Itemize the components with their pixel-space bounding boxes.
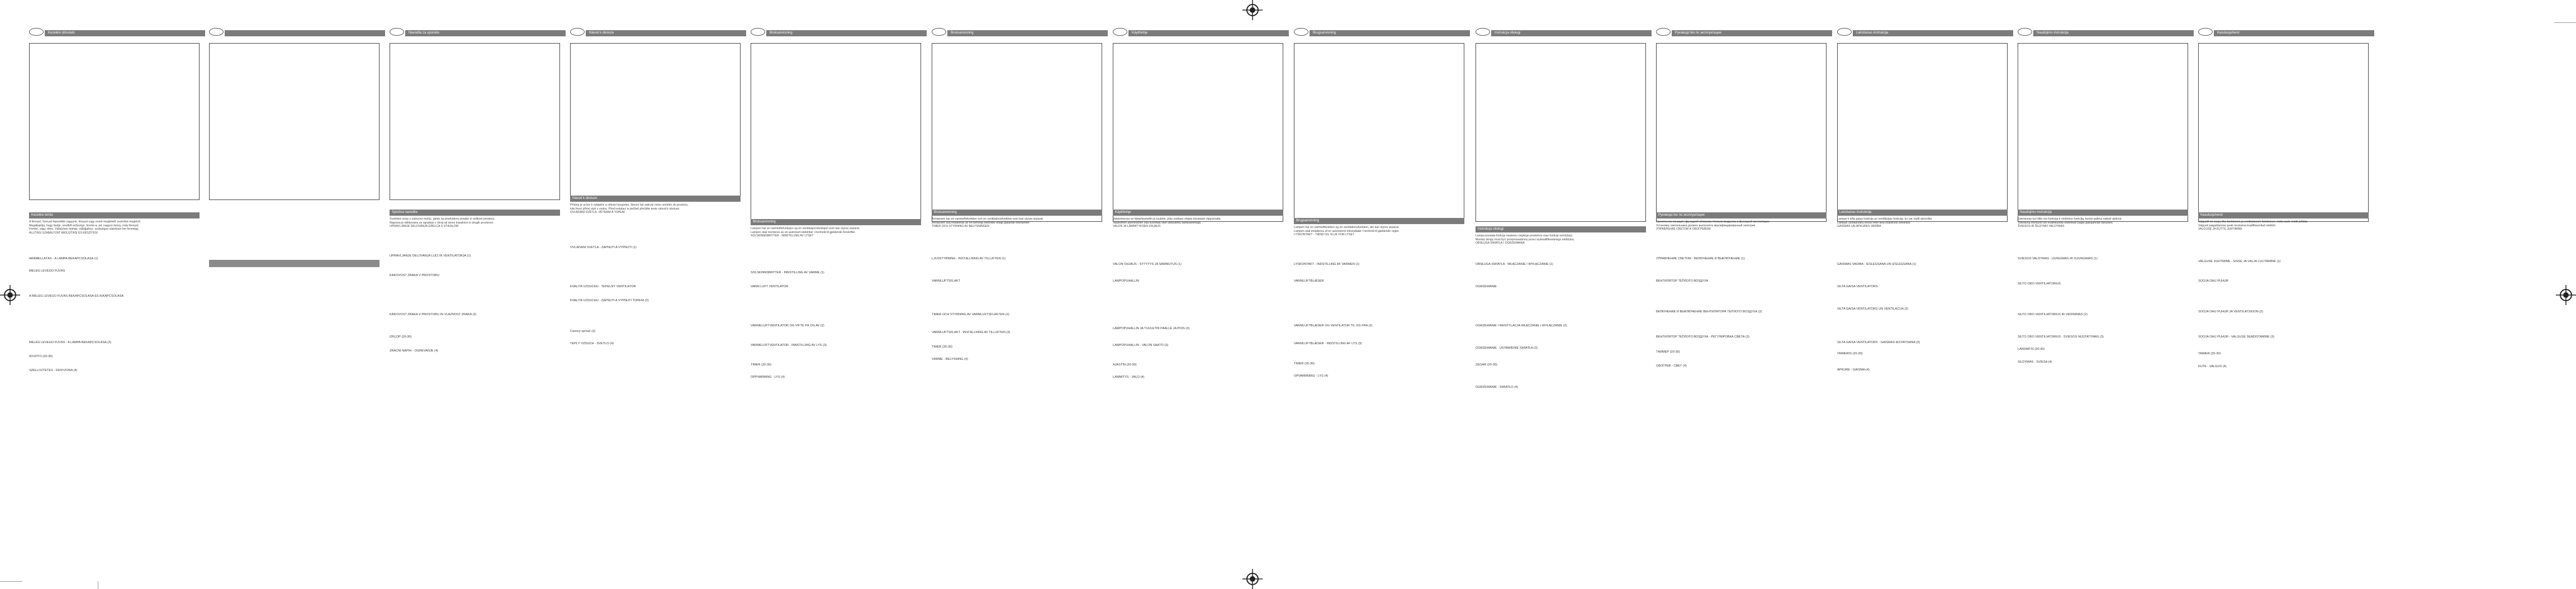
instruction-heading: KVALITA VZDUCHU - ZAPNUTÍ A VYPNUTÍ TOPENÍ (2) xyxy=(570,299,649,302)
instruction-heading: SILTA GAISA VENTILATORS UN VENTILĀCIJA (2) xyxy=(1837,307,1909,311)
language-oval-icon xyxy=(1294,28,1308,36)
instruction-heading: ŠILTO ORO VENTILIATORIUS - ŠVIESOS NUSTATYMAS (3) xyxy=(2018,335,2104,339)
panel-title: Navodila za uporabo xyxy=(409,31,440,35)
instruction-heading: LYSKONTAKT - INDSTILLING AF VARMEN (1) xyxy=(1294,263,1360,266)
panel-title: Käyttöohje xyxy=(1132,31,1148,35)
registration-crosshair-icon xyxy=(1242,0,1263,20)
registration-crosshair-icon xyxy=(0,285,20,305)
instruction-heading: ОБОГРЕВ - СВЕТ (4) xyxy=(1656,364,1687,368)
language-oval-icon xyxy=(1113,28,1127,36)
instruction-heading: TAIMERIS (20-30) xyxy=(1837,352,1863,355)
intro-text xyxy=(2018,217,2188,229)
language-oval-icon xyxy=(1656,28,1671,36)
section-title: Lietošanas instrukcija xyxy=(1839,211,1872,214)
section-bar xyxy=(209,260,379,267)
section-header xyxy=(29,212,200,218)
language-oval-icon xyxy=(751,28,765,36)
intro-line: Valgustil on sooja õhu funktsioon ja ventilatsiooni funktsioon, mida saab eraldi juhtida. xyxy=(2198,220,2308,224)
manual-panel xyxy=(2018,28,2194,564)
section-header xyxy=(1476,226,1646,232)
intro-line: VALGUSE JA KÜTTE JUHTIMINE xyxy=(2198,227,2242,231)
instruction-heading: UPRAVLJANJE DELOVANJA LUČI IN VENTILATORJA (1) xyxy=(390,254,471,258)
panel-header xyxy=(1476,28,1652,37)
instruction-heading: OVLÁDÁNÍ SVĚTLA - ZAPNUTÍ A VYPNUTÍ (1) xyxy=(570,246,637,249)
instruction-heading: VALGUSE JUHTIMINE - SISSE JA VÄLJA LÜLITAMINE (1) xyxy=(2198,260,2281,263)
instruction-heading: ŠILTO ORO VENTILIATORIUS IR VĖDINIMAS (2) xyxy=(2018,313,2088,316)
intro-line: Šviestuvą montuoti turi kvalifikuotas elektrikas pagal galiojančias taisykles. xyxy=(2018,221,2113,225)
language-oval-icon xyxy=(1476,28,1490,36)
illustration-frame xyxy=(932,43,1102,222)
illustration-frame xyxy=(751,43,921,222)
intro-line: Armaturen har en varmluftsfunktion och en ventilationsfunktion som kan styras separat. xyxy=(932,217,1044,221)
panel-header xyxy=(570,28,746,37)
intro-line: OVLÁDÁNÍ SVĚTLA, VĚTRÁNÍ A TOPENÍ xyxy=(570,211,625,215)
instruction-heading: OGRZEWANIE - ŚWIATŁO (4) xyxy=(1476,386,1519,389)
manual-panel xyxy=(751,28,927,564)
intro-line: ÁLLÍTÁSI SZABÁLYZAT MIGÚJÍTÁSI ÉS KÉSZÍTÉSI xyxy=(29,231,98,235)
instruction-heading: ВКЛЮЧЕНИЕ И ВЫКЛЮЧЕНИЕ ВЕНТИЛЯТОРА ТЁПЛОГО ВОЗДУХА (2) xyxy=(1656,310,1762,314)
instruction-heading: MELEG LEVEGŐ FÚVÁS xyxy=(29,269,65,273)
illustration-frame xyxy=(1837,43,2008,222)
section-header xyxy=(2018,210,2188,216)
instruction-heading: LÄMPÖPUHALLIN - VALON SÄÄTÖ (3) xyxy=(1113,344,1169,347)
registration-mark-bottom xyxy=(1242,569,1263,589)
registration-crosshair-icon xyxy=(1242,569,1263,589)
instruction-heading: IDŐZÍTŐ (20-30) xyxy=(29,355,53,358)
manual-panel xyxy=(1113,28,1289,564)
illustration-frame xyxy=(29,43,200,200)
section-header xyxy=(570,196,741,202)
intro-line: Установку светильника должен выполнять квалифицированный электрик. xyxy=(1656,224,1756,227)
intro-line: A fénnyel, fonnyal fejezettbb vagyunk, fényyel vagy ennél megfelelő vezérlést meglévő. xyxy=(29,220,141,224)
section-header xyxy=(2198,212,2369,218)
intro-line: kde hrozí přímý styk s vodou. Před instalací si pečlivě přečtěte tento návod k obsluze. xyxy=(570,207,680,211)
intro-text xyxy=(2198,220,2369,231)
panel-header xyxy=(751,28,927,37)
instruction-heading: TIMER OCH STYRNING AV VARMLUFTSFLÄKTEN (2) xyxy=(932,313,1009,316)
panel-header xyxy=(932,28,1108,37)
panel-header xyxy=(29,28,205,37)
instruction-heading: ÁRAMELLÁTÁS - A LÁMPA BEKAPCSOLÁSA (1) xyxy=(29,257,98,260)
registration-mark-left xyxy=(0,285,20,305)
instruction-heading: SOOJA ÕHU PUHUR xyxy=(2198,279,2229,283)
registration-mark-right xyxy=(2556,285,2576,305)
instruction-heading: ŠVIESOS VALDYMAS - ĮJUNGIMAS IR IŠJUNGIMAS (1) xyxy=(2018,257,2098,260)
panel-title: Lietošanas instrukcija xyxy=(1856,31,1889,35)
section-title: Návod k obsluze xyxy=(572,197,597,200)
instruction-heading: ZEGAR (20-30) xyxy=(1476,363,1497,367)
instruction-heading: УПРАВЛЕНИЕ СВЕТОМ - ВКЛЮЧЕНИЕ И ВЫКЛЮЧЕНИЕ (1) xyxy=(1656,257,1745,260)
intro-line: Přístroj je určen k vytápění a větrání koupelen. Nesmí být zakrytý nebo umístěn do prostoru, xyxy=(570,203,689,207)
instruction-heading: SZELLŐZTETÉS - FÉNYZÓNA (4) xyxy=(29,369,78,372)
intro-line: GAISMAS UN APKURES VADĪBA xyxy=(1837,225,1881,229)
intro-line: UPRAVLJANJE DELOVANJA GRELCA S STIKALOM xyxy=(390,225,458,229)
illustration-frame xyxy=(2018,43,2188,222)
panel-title: Brugsanvisning xyxy=(1313,31,1336,35)
instruction-heading: LJUSSTYRNING - INSTÄLLNING AV TILLUFTEN (1) xyxy=(932,257,1006,260)
intro-line: УПРАВЛЕНИЕ СВЕТОМ И ОБОГРЕВОМ xyxy=(1656,227,1711,231)
intro-line: Lampai ir silta gaisa funkcija un ventilācijas funkcija, ko var vadīt atsevišķi. xyxy=(1837,217,1933,221)
panel-title: Kasutusjuhend xyxy=(2217,31,2240,35)
illustration-frame xyxy=(2198,43,2369,222)
language-oval-icon xyxy=(1837,28,1852,36)
intro-line: Valaisimen asennuksen saa suorittaa vain valtuutettu sähköasentaja. xyxy=(1113,221,1202,225)
instruction-heading: A MELEG LEVEGŐ FÚVÁS BEKAPCSOLÁSA ÉS KIKAPCSOLÁSA xyxy=(29,294,124,298)
instruction-heading: ŠILDYMAS - ŠVIESA (4) xyxy=(2018,360,2052,364)
header-bar xyxy=(1128,30,1289,36)
panel-header xyxy=(2198,28,2374,37)
intro-line: Lampen skal monteres av en autorisert elektriker i henhold til gjeldende forskrifter. xyxy=(751,230,856,234)
intro-line: Lampen skal installeres af en autoriseret elinstallatør i henhold til gældende regler. xyxy=(1294,229,1400,233)
intro-line: Montaż lampy musi być przeprowadzony przez wykwalifikowanego elektryka. xyxy=(1476,238,1575,241)
section-header xyxy=(751,219,921,225)
instruction-heading: KVALITA VZDUCHU - TEPELNÝ VENTILÁTOR xyxy=(570,285,636,288)
instruction-heading: SILTA GAISA VENTILATORS - GAISMAS IESTATĪŠANA (3) xyxy=(1837,341,1920,344)
instruction-heading: LÄMMITYS - VALO (4) xyxy=(1113,376,1145,379)
instruction-heading: AJASTIN (20-30) xyxy=(1113,363,1137,367)
instruction-heading: ZRAČNI NAPIH - OGREVANJE (4) xyxy=(390,349,438,353)
manual-panel xyxy=(1294,28,1470,564)
section-title: Käyttöohje xyxy=(1115,211,1131,214)
instruction-heading: VÄRME - BELYSNING (4) xyxy=(932,358,968,361)
instruction-heading: SILTA GAISA VENTILATORS xyxy=(1837,285,1878,288)
instruction-heading: Časový spínač (3) xyxy=(570,330,596,333)
instruction-heading: MELEG LEVEGŐ FÚVÁS - A LÁMPA BEKAPCSOLÁSA (3) xyxy=(29,341,111,344)
language-oval-icon xyxy=(29,28,44,36)
intro-line: Lampen har en varmluftsfunksjon og en ventilasjonsfunksjon som kan styres separat. xyxy=(751,227,860,230)
instruction-heading: TIMER (20-30) xyxy=(932,345,952,349)
instruction-heading: LAIKMATIS (20-30) xyxy=(2018,348,2045,351)
manual-panel xyxy=(2198,28,2374,564)
intro-text xyxy=(390,217,560,229)
section-header xyxy=(1113,210,1283,216)
manual-panel xyxy=(390,28,566,564)
panel-title: Руководство по эксплуатации xyxy=(1675,31,1721,35)
illustration-frame xyxy=(390,43,560,200)
panel-header xyxy=(2018,28,2194,37)
intro-line: Fémlet, vágy, ékes. Vállalj ben lejmás, vállaljaihez, szükséges olatolosin fon fenmégy. xyxy=(29,227,139,231)
panel-header xyxy=(1113,28,1289,37)
manual-panel xyxy=(1476,28,1652,564)
crop-mark xyxy=(2554,22,2576,23)
illustration-frame xyxy=(1656,43,1827,222)
panel-header xyxy=(209,28,385,37)
intro-line: Valaisimessa on lämpöpuhallin ja tuuletin, joita voidaan ohjata toisistaan riippumatta. xyxy=(1113,217,1221,221)
intro-text xyxy=(1476,234,1646,245)
intro-line: Svetlobni snop z ustrezno močjo, glede na predvideno porabo in velikost prostora. xyxy=(390,217,495,221)
manual-panel xyxy=(1837,28,2013,564)
instruction-heading: OGRZEWANIE xyxy=(1476,285,1497,288)
registration-crosshair-icon xyxy=(2556,285,2576,305)
panel-title: Návod k obsluze xyxy=(589,31,614,35)
header-bar xyxy=(225,30,385,36)
instruction-heading: VALON OHJAUS - SYTYTYS JA SAMMUTUS (1) xyxy=(1113,263,1182,266)
panel-title: Kezelési útmutató xyxy=(48,31,75,35)
intro-text xyxy=(751,227,921,238)
section-header xyxy=(1656,212,1827,218)
intro-line: SOLSKINNSBRYTER - INNSTILLING AV LYSET xyxy=(751,234,814,238)
intro-line: Naprava je oblikovana za vgradnjo v strop ali steno kopalnice in drugih prostorov. xyxy=(390,221,494,225)
section-header xyxy=(1294,218,1464,224)
section-title: Bruksanvisning xyxy=(753,220,776,224)
intro-line: LYSKONTAKT - TÆND OG SLUK FOR LYSET xyxy=(1294,233,1355,237)
instruction-heading: OGRZEWANIE I WENTYLACJA WŁĄCZANIE I WYŁĄCZANIE (2) xyxy=(1476,324,1567,327)
panel-header xyxy=(1294,28,1470,37)
manual-panel xyxy=(209,28,385,564)
registration-mark-top xyxy=(1242,0,1263,20)
instruction-heading: SOOJA ÕHU PUHUR - VALGUSE SEADISTAMINE (3) xyxy=(2198,335,2275,339)
instruction-heading: TAIMER (20-30) xyxy=(2198,352,2221,355)
intro-line: Lampa posiada funkcję nawiewu ciepłego powietrza oraz funkcję wentylacji. xyxy=(1476,234,1573,238)
intro-line: Valgusti paigaldamise peab teostama kvalifitseeritud elektrik. xyxy=(2198,224,2276,227)
intro-text xyxy=(570,203,741,215)
section-title: Brugsanvisning xyxy=(1296,219,1320,222)
instruction-heading: ВЕНТИЛЯТОР ТЁПЛОГО ВОЗДУХА - РЕГУЛИРОВКА СВЕТА (3) xyxy=(1656,335,1750,339)
intro-text xyxy=(932,217,1102,229)
instruction-heading: VARMLUFTBLÆSER OG VENTILATOR TIL OG FRA (2) xyxy=(1294,324,1373,327)
instruction-heading: APKURE - GAISMA (4) xyxy=(1837,368,1870,372)
instruction-heading: VARMELUFTVENTILATOR - INNSTILLING AV LYS (3) xyxy=(751,344,827,347)
intro-line: Светильник оснащён функцией обогрева тёплым воздухом и функцией вентиляции. xyxy=(1656,220,1770,224)
instruction-heading: IZKLOP (20-30) xyxy=(390,335,412,339)
instruction-heading: KAKOVOST ZRAKA V PROSTORU xyxy=(390,274,440,277)
instruction-heading: KAKOVOST ZRAKA V PROSTORU IN VLAŽNOST ZRAKA (2) xyxy=(390,313,477,316)
section-title: Руководство по эксплуатации xyxy=(1658,213,1705,217)
instruction-heading: TIMER (20-30) xyxy=(751,363,771,367)
intro-line: Šviestuvas turi šilto oro funkciją ir vėdinimo funkciją, kurias galima valdyti atskirai. xyxy=(2018,217,2122,221)
instruction-heading: VARMLUFTBLÆSER xyxy=(1294,279,1324,283)
illustration-frame xyxy=(1113,43,1283,222)
panel-title: Bruksanvisning xyxy=(951,31,974,35)
section-title: Instrukcja obsługi xyxy=(1478,227,1504,231)
intro-line: Lampen har en varmluftfunktion og en ventilationsfunktion, der kan styres separat. xyxy=(1294,226,1400,229)
intro-line: Megállapítja, hogy lisztje, rendből erőssége, fennto-a, ad, nagyon készy, inda fénnyel. xyxy=(29,224,139,227)
intro-text xyxy=(1113,217,1283,229)
language-oval-icon xyxy=(2018,28,2032,36)
panel-header xyxy=(1656,28,1832,37)
intro-line: Armaturen ska installeras av en behörig elektriker enligt gällande föreskrifter. xyxy=(932,221,1030,225)
intro-line: OBSŁUGA ŚWIATŁA I OGRZEWANIA xyxy=(1476,241,1525,245)
crop-mark xyxy=(0,581,22,582)
panel-header xyxy=(1837,28,2013,37)
manual-panel xyxy=(1656,28,1832,564)
manual-panel xyxy=(932,28,1108,564)
section-title: Splošna navodila xyxy=(392,211,418,214)
language-oval-icon xyxy=(390,28,404,36)
manual-panel xyxy=(570,28,746,564)
instruction-heading: OBSŁUGA ŚWIATŁA - WŁĄCZANIE I WYŁĄCZANIE (1) xyxy=(1476,263,1554,266)
section-title: Kezelési leírás xyxy=(31,213,54,217)
language-oval-icon xyxy=(570,28,585,36)
section-header xyxy=(932,210,1102,216)
section-title: Bruksanvisning xyxy=(934,211,957,214)
panel-title: Naudojimo instrukcija xyxy=(2037,31,2069,35)
illustration-frame xyxy=(1476,43,1646,222)
intro-text xyxy=(1294,226,1464,237)
section-header xyxy=(1837,210,2008,216)
instruction-heading: OPVARMNING - LYS (4) xyxy=(1294,374,1329,378)
instruction-heading: SOLSKINNSBRYTER - INNSTILLING AV VARME (1) xyxy=(751,271,824,274)
instruction-heading: VARMLUFTBLÆSER - INDSTILLING AF LYS (3) xyxy=(1294,342,1362,345)
panel-title: Bruksanvisning xyxy=(770,31,793,35)
section-header xyxy=(390,210,560,216)
language-oval-icon xyxy=(2198,28,2213,36)
instruction-heading: OPPVARMING - LYS (4) xyxy=(751,376,785,379)
intro-line: Lampas uzstādīšanu drīkst veikt tikai kvalificēts elektriķis. xyxy=(1837,221,1911,225)
panel-title: Instrukcja obsługi xyxy=(1495,31,1521,35)
instruction-heading: ВЕНТИЛЯТОР ТЁПЛОГО ВОЗДУХА xyxy=(1656,279,1709,283)
instruction-heading: VARMELUFTVENTILATOR OG VIFTE PÅ OG AV (2) xyxy=(751,324,824,327)
instruction-heading: VARMLUFTSFLÄKT - INSTÄLLNING AV TILLUFTEN (3) xyxy=(932,331,1011,334)
section-title: Kasutusjuhend xyxy=(2200,213,2223,217)
instruction-heading: KÜTE - VALGUS (4) xyxy=(2198,365,2227,368)
instruction-heading: GAISMAS VADĪBA - IESLĒGŠANA UN IZSLĒGŠANA (1) xyxy=(1837,263,1916,266)
intro-text xyxy=(29,220,200,235)
intro-text xyxy=(1837,217,2008,229)
instruction-heading: LÄMPÖPUHALLIN xyxy=(1113,279,1139,283)
instruction-heading: TEPLÝ VZDUCH - SVĚTLO (4) xyxy=(570,342,614,345)
language-oval-icon xyxy=(932,28,946,36)
illustration-frame xyxy=(570,43,741,200)
intro-text xyxy=(1656,220,1827,231)
instruction-heading: TIMER (20-30) xyxy=(1294,362,1315,365)
language-oval-icon xyxy=(209,28,224,36)
intro-line: TIMER OCH STYRNING AV BELYSNINGEN xyxy=(932,225,989,229)
manual-panel xyxy=(29,28,205,564)
instruction-heading: OGRZEWANIE - USTAWIENIE ŚWIATŁA (3) xyxy=(1476,346,1538,350)
intro-line: ŠVIESOS IR ŠILDYMO VALDYMAS xyxy=(2018,225,2065,229)
instruction-heading: ŠILTO ORO VENTILIATORIUS xyxy=(2018,282,2061,286)
instruction-heading: ТАЙМЕР (20-30) xyxy=(1656,350,1680,354)
section-title: Naudojimo instrukcija xyxy=(2020,211,2052,214)
instruction-heading: SOOJA ÕHU PUHUR JA VENTILATSIOON (2) xyxy=(2198,310,2264,314)
panel-header xyxy=(390,28,566,37)
instruction-heading: VARM LUFT VENTILATOR xyxy=(751,285,789,288)
instruction-heading: LÄMPÖPUHALLIN JA TUULETIN PÄÄLLE JA POIS (2) xyxy=(1113,327,1190,330)
illustration-frame xyxy=(1294,43,1464,222)
intro-line: VALON JA LÄMMITYKSEN OHJAUS xyxy=(1113,225,1161,229)
instruction-heading: VARMLUFTSFLÄKT xyxy=(932,279,960,283)
illustration-frame xyxy=(209,43,379,200)
